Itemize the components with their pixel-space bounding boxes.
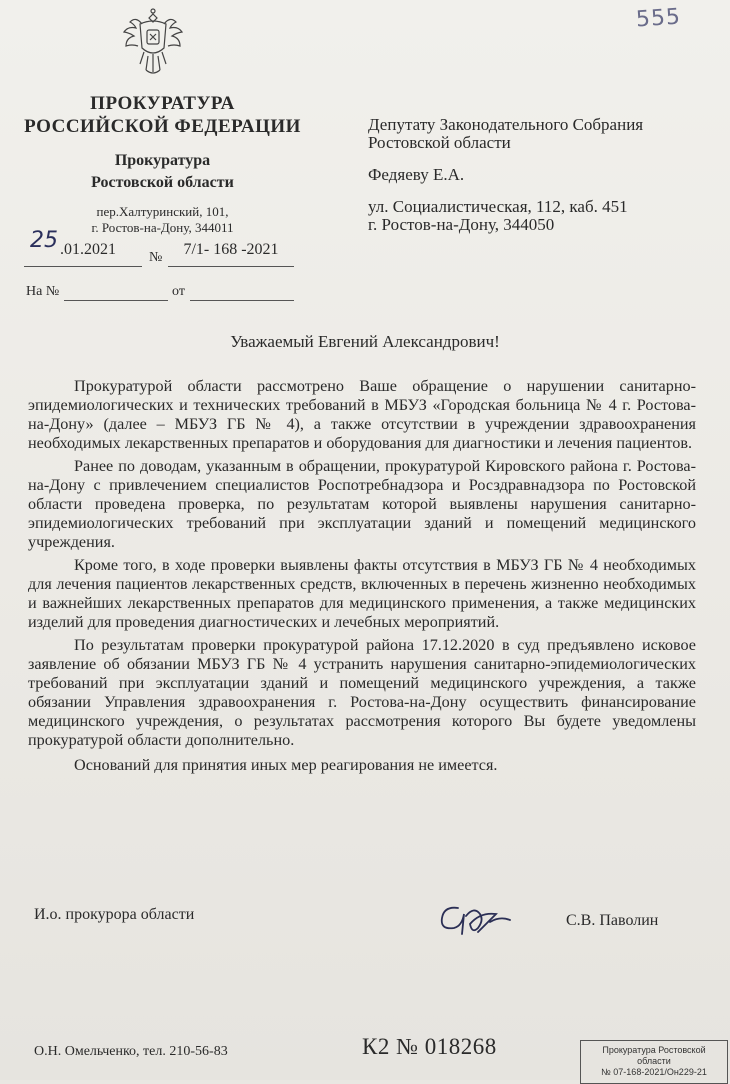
handwritten-number: 555 [635, 4, 682, 33]
handwritten-signature-icon [436, 898, 516, 938]
coat-of-arms-icon [120, 8, 186, 82]
body-paragraph: Кроме того, в ходе проверки выявлены факты отсутствия в МБУЗ ГБ № 4 необходимых для лечения пациентов лекарственных средств, включенных в перечень жизненно необходимых и важнейших лекарственных препаратов для медицинского применения, а также медицинских изделий для проведения диагностических и лечебных мероприятий. [28, 556, 696, 631]
recipient-block [368, 116, 708, 234]
recipient-address-street: ул. Социалистическая, 112, каб. 451 [368, 197, 628, 216]
recipient-region: Ростовской области [368, 133, 511, 152]
form-serial-number: К2 № 018268 [362, 1034, 497, 1059]
organization-name: ПРОКУРАТУРА РОССИЙСКОЙ ФЕДЕРАЦИИ [24, 93, 301, 137]
reply-to-date-label: от [172, 284, 185, 299]
signatory-name: С.В. Паволин [566, 912, 659, 929]
body-paragraph: По результатам проверки прокуратурой района 17.12.2020 в суд предъявлено исковое заявление об обязании МБУЗ ГБ № 4 устранить нарушения санитарно-эпидемиологических требований при эксплуатации зданий и помещений медицинского учреждения, а также обязании Управления здравоохранения г. Ростова-на-Дону осуществить финансирование медицинского учреждения, о результатах рассмотрения которого Вы будете уведомлены прокуратурой области дополнительно. [28, 636, 696, 749]
registration-stamp: Прокуратура Ростовской области № 07-168-2021/Он229-21 [580, 1040, 728, 1084]
outgoing-number: 7/1- 168 -2021 [183, 241, 279, 258]
organization-subdivision: Прокуратура Ростовской области [91, 152, 234, 191]
date-handwritten-day: 25 [30, 228, 58, 253]
salutation: Уважаемый Евгений Александрович! [230, 332, 500, 351]
reply-to-date-line [190, 284, 294, 301]
executor-contact: О.Н. Омельченко, тел. 210-56-83 [34, 1044, 228, 1059]
recipient-name: Федяеву Е.А. [368, 165, 465, 184]
reply-to-number-label: На № [26, 284, 60, 299]
body-paragraph: Прокуратурой области рассмотрено Ваше обращение о нарушении санитарно-эпидемиологических и технических требований в МБУЗ «Городская больница № 4 г. Ростова-на-Дону» (далее – МБУЗ ГБ № 4), а также отсутствии в учреждении здравоохранения необходимых лекарственных препаратов и оборудования для диагностики и лечения пациентов. [28, 377, 696, 452]
number-label: № [149, 250, 163, 265]
body-paragraph: Оснований для принятия иных мер реагирования не имеется. [74, 756, 498, 774]
date-typed: .01.2021 [60, 241, 116, 258]
recipient-address-city: г. Ростов-на-Дону, 344050 [368, 215, 555, 234]
reply-to-number-line [64, 284, 168, 301]
body-paragraph: Ранее по доводам, указанным в обращении, прокуратурой Кировского района г. Ростова-на-Дону с привлечением специалистов Роспотребнадзора и Росздравнадзора по Ростовской области проведена проверка, по результатам которой выявлены нарушения санитарно-эпидемиологических требований при эксплуатации зданий и помещений медицинского учреждения. [28, 457, 696, 551]
sender-address: пер.Халтуринский, 101, г. Ростов-на-Дону, 344011 [91, 204, 234, 235]
signatory-title: И.о. прокурора области [34, 906, 195, 923]
letter-body [28, 377, 696, 779]
recipient-position: Депутату Законодательного Собрания [368, 115, 644, 134]
